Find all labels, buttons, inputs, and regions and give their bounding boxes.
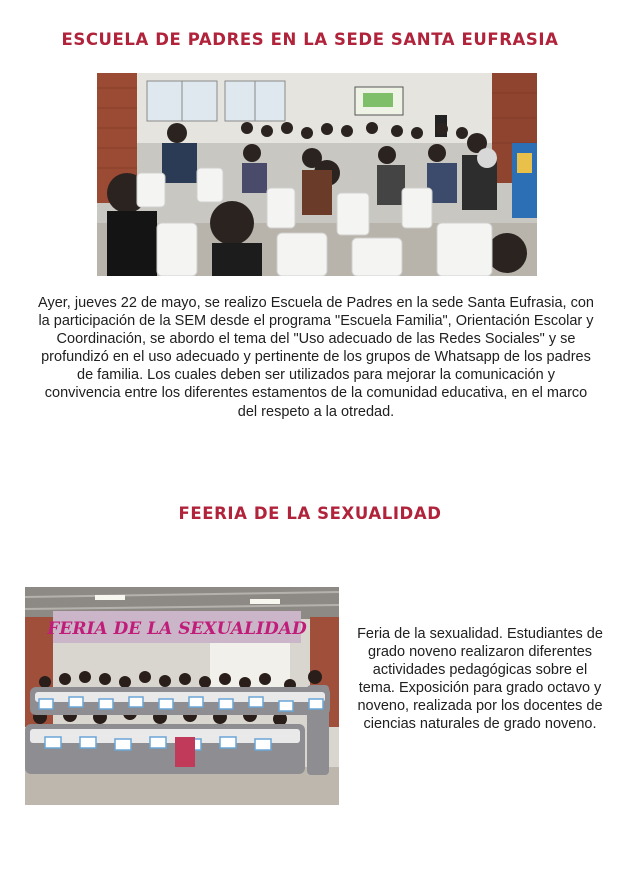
section1-paragraph: Ayer, jueves 22 de mayo, se realizo Escuela de Padres en la sede Santa Eufrasia, con la participación de la SEM desde el programa "Escuela Familia", Orientación Escolar y Coordinación, se abordo el tema del "Uso adecuado de las Redes Sociales" y se profundizó en el uso adecuado y pertinente de los grupos de Whatsapp de los padres de familia. Los cuales deben ser utilizados para mejorar la comunicación y convivencia entre los diferentes estamentos de la comunidad educativa, en el marco del respeto a la otredad. <box>38 295 594 420</box>
fair-photo <box>25 587 339 805</box>
section2-paragraph: Feria de la sexualidad. Estudiantes de grado noveno realizaron diferentes actividades pedagógicas sobre el tema. Exposición para grado octavo y noveno, realizada por los docentes de ciencias naturales de grado noveno. <box>357 626 603 733</box>
section2-title: FEERIA DE LA SEXUALIDAD <box>178 504 442 523</box>
meeting-photo <box>97 73 537 276</box>
fair-banner-text: FERIA DE LA SEXUALIDAD <box>47 619 307 639</box>
section1-title: ESCUELA DE PADRES EN LA SEDE SANTA EUFRASIA <box>61 30 559 49</box>
